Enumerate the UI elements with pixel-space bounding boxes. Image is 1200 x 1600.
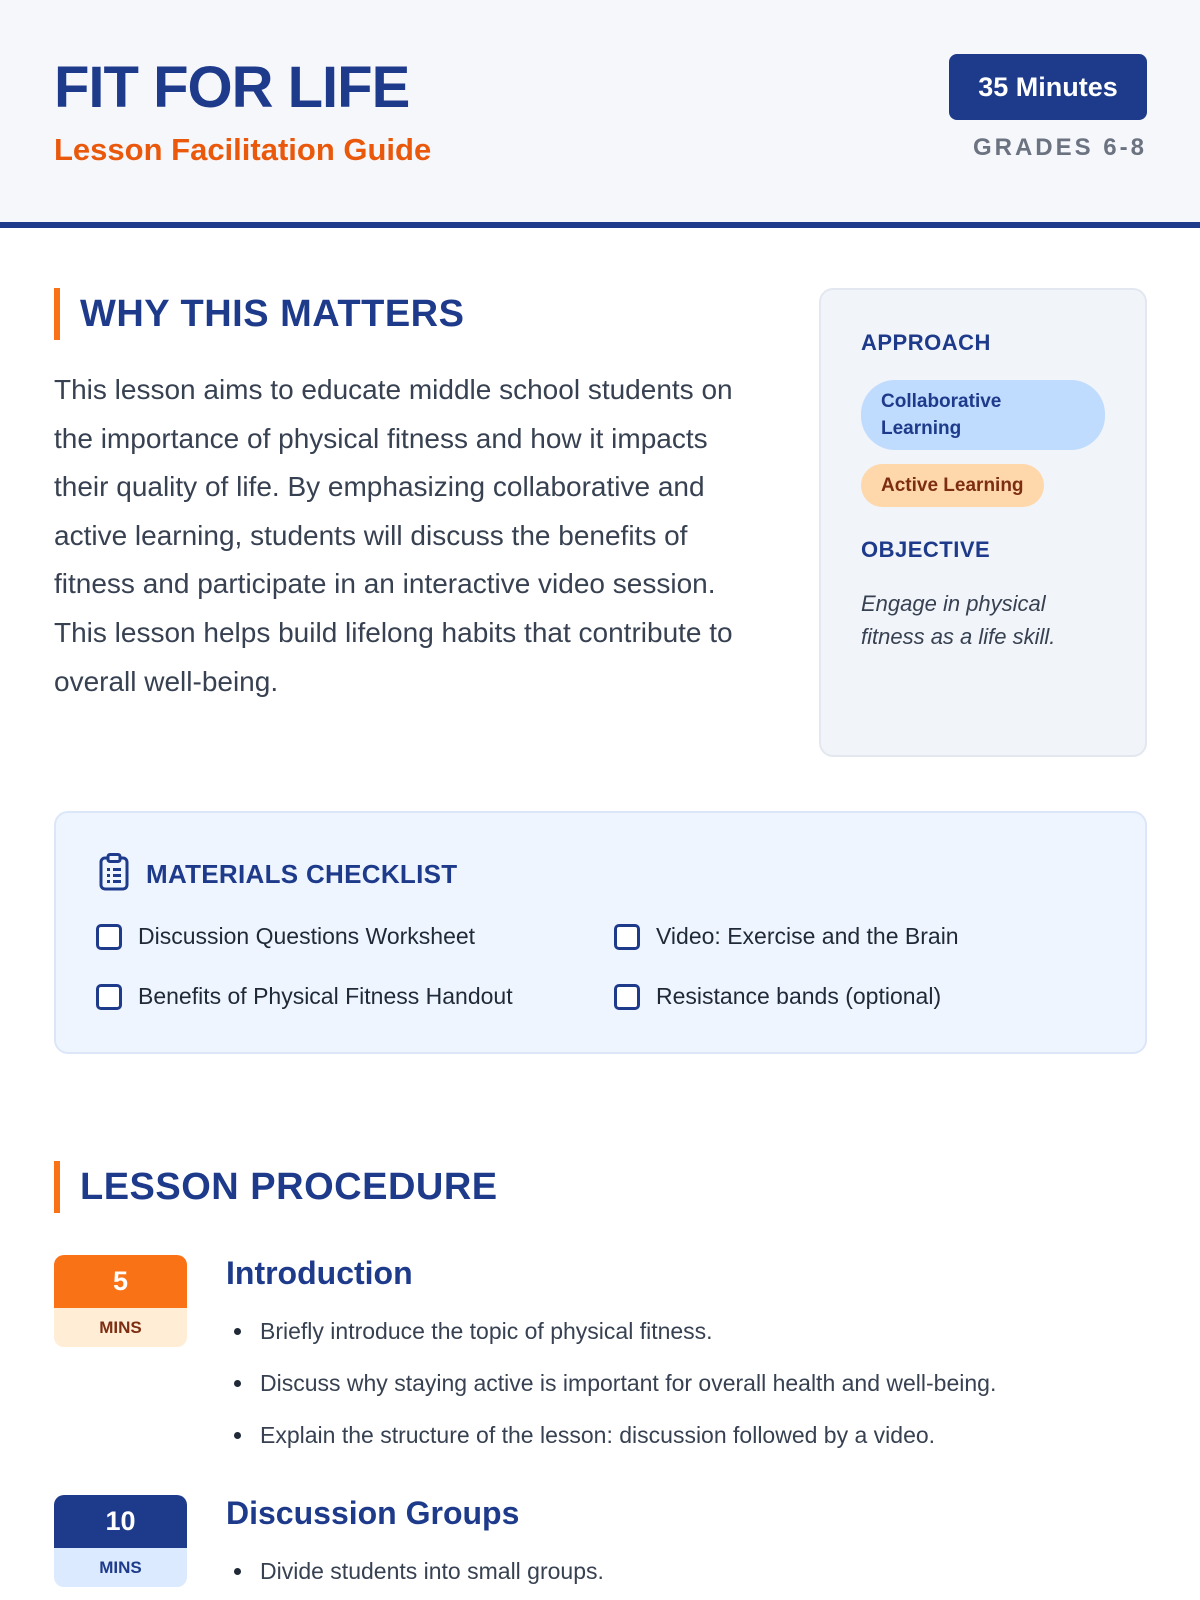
- list-item: Briefly introduce the topic of physical fitness.: [226, 1317, 996, 1369]
- checklist-item[interactable]: [614, 923, 959, 950]
- objective-label: OBJECTIVE: [861, 537, 991, 562]
- step-time-badge: [54, 1495, 187, 1587]
- step-minutes: 5: [54, 1255, 187, 1308]
- checkbox[interactable]: [96, 924, 122, 950]
- materials-heading: [98, 853, 457, 896]
- step-unit: MINS: [54, 1548, 187, 1587]
- why-section-heading: [54, 288, 464, 340]
- procedure-heading: LESSON PROCEDURE: [80, 1165, 498, 1208]
- checkbox[interactable]: [614, 984, 640, 1010]
- approach-tag-collaborative: Collaborative Learning: [861, 380, 1105, 450]
- checklist-item-label: Resistance bands (optional): [656, 983, 942, 1009]
- materials-checklist: [54, 811, 1147, 1054]
- approach-tag-active: Active Learning: [861, 464, 1044, 507]
- approach-label: APPROACH: [861, 330, 991, 355]
- step-minutes: 10: [54, 1495, 187, 1548]
- list-item: Discuss why staying active is important for overall health and well-being.: [226, 1369, 996, 1421]
- checklist-item[interactable]: [614, 983, 941, 1010]
- page-header: [0, 0, 1200, 228]
- checklist-item-label: Video: Exercise and the Brain: [656, 923, 959, 949]
- clipboard-icon: [98, 853, 130, 896]
- section-accent-bar: [54, 288, 60, 340]
- checklist-item-label: Discussion Questions Worksheet: [138, 923, 476, 949]
- step-title: Introduction: [226, 1255, 413, 1291]
- section-accent-bar: [54, 1161, 60, 1213]
- duration-badge: 35 Minutes: [949, 54, 1147, 120]
- procedure-section-heading: [54, 1161, 498, 1213]
- page-title: FIT FOR LIFE: [54, 55, 410, 120]
- approach-card: [819, 288, 1147, 757]
- step-list: [226, 1317, 996, 1473]
- grade-level: GRADES 6-8: [972, 134, 1147, 161]
- step-list: [226, 1557, 604, 1600]
- page-subtitle: Lesson Facilitation Guide: [54, 132, 432, 167]
- step-title: Discussion Groups: [226, 1495, 520, 1531]
- checklist-item[interactable]: [96, 983, 513, 1010]
- materials-title: MATERIALS CHECKLIST: [146, 859, 458, 889]
- checkbox[interactable]: [614, 924, 640, 950]
- list-item: Divide students into small groups.: [226, 1557, 604, 1600]
- step-time-badge: [54, 1255, 187, 1347]
- objective-text: Engage in physical fitness as a life skill.: [861, 591, 1056, 649]
- why-body: This lesson aims to educate middle school students on the importance of physical fitness and how it impacts their quality of life. By emphasizing collaborative and active learning, students will discuss the benefits of fitness and participate in an interactive video session. This lesson helps build lifelong habits that contribute to overall well-being.: [54, 374, 733, 697]
- checkbox[interactable]: [96, 984, 122, 1010]
- checklist-item[interactable]: [96, 923, 475, 950]
- step-unit: MINS: [54, 1308, 187, 1347]
- checklist-item-label: Benefits of Physical Fitness Handout: [138, 983, 513, 1009]
- list-item: Explain the structure of the lesson: discussion followed by a video.: [226, 1421, 996, 1473]
- why-heading: WHY THIS MATTERS: [80, 292, 465, 335]
